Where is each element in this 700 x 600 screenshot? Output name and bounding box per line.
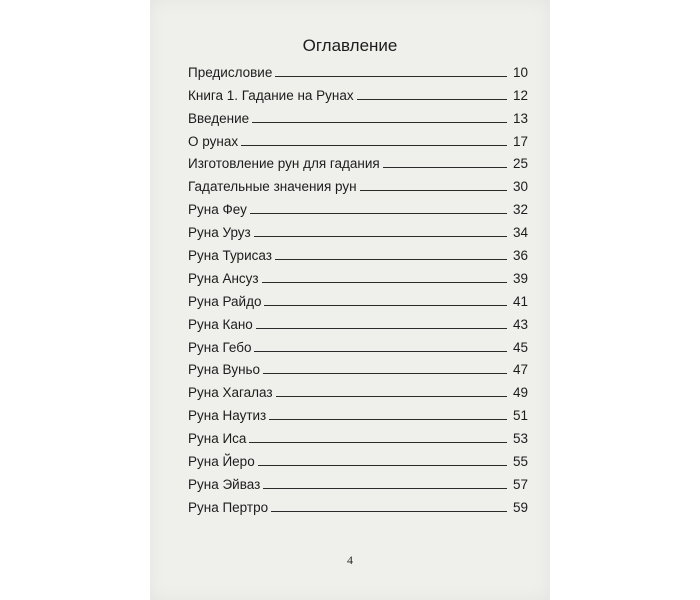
toc-leader-line <box>263 488 507 489</box>
toc-leader-line <box>263 373 507 374</box>
toc-entry-label: Руна Ансуз <box>188 270 259 286</box>
toc-entry-page: 36 <box>512 248 528 264</box>
toc-leader-line <box>269 419 507 420</box>
toc-entry-label: Введение <box>188 110 250 126</box>
toc-leader-line <box>252 122 507 123</box>
toc-leader-line <box>249 442 507 443</box>
toc-entry-page: 12 <box>512 87 528 103</box>
toc-entry-label: Руна Вуньо <box>188 362 261 378</box>
toc-entry-label: Руна Турисаз <box>188 248 272 264</box>
toc-entry-0[interactable] <box>188 57 528 80</box>
toc-leader-line <box>262 282 507 283</box>
toc-entry-label: Книга 1. Гадание на Рунах <box>188 87 354 103</box>
toc-entry-page: 43 <box>512 316 528 332</box>
toc-entry-label: Предисловие <box>188 64 273 80</box>
toc-entry-label: Изготовление рун для гадания <box>188 156 380 172</box>
toc-entry-page: 55 <box>512 454 528 470</box>
toc-entry-3[interactable] <box>188 126 528 149</box>
toc-entry-label: О рунах <box>188 133 239 149</box>
toc-entry-page: 45 <box>512 339 528 355</box>
toc-entry-10[interactable] <box>188 286 528 309</box>
toc-leader-line <box>254 351 507 352</box>
toc-entry-label: Руна Уруз <box>188 225 251 241</box>
toc-entry-page: 32 <box>512 202 528 218</box>
toc-entry-18[interactable] <box>188 469 528 492</box>
toc-leader-line <box>276 396 507 397</box>
toc-entry-4[interactable] <box>188 149 528 172</box>
toc-leader-line <box>241 145 507 146</box>
toc-leader-line <box>264 305 507 306</box>
toc-entry-2[interactable] <box>188 103 528 126</box>
toc-entry-label: Руна Иса <box>188 431 247 447</box>
toc-entry-11[interactable] <box>188 309 528 332</box>
toc-entry-page: 41 <box>512 293 528 309</box>
toc-entry-8[interactable] <box>188 240 528 263</box>
toc-entry-13[interactable] <box>188 355 528 378</box>
toc-leader-line <box>250 213 507 214</box>
toc-entry-page: 17 <box>512 133 528 149</box>
toc-entry-label: Руна Наутиз <box>188 408 267 424</box>
toc-title: Оглавление <box>302 36 398 55</box>
toc-leader-line <box>383 167 507 168</box>
toc-entry-7[interactable] <box>188 217 528 240</box>
toc-list <box>188 57 528 515</box>
toc-entry-page: 34 <box>512 225 528 241</box>
page-number: 4 <box>347 553 353 567</box>
toc-leader-line <box>360 190 507 191</box>
toc-entry-page: 13 <box>512 110 528 126</box>
toc-entry-label: Руна Эйваз <box>188 476 261 492</box>
toc-entry-label: Руна Гебо <box>188 339 252 355</box>
toc-entry-17[interactable] <box>188 446 528 469</box>
toc-entry-16[interactable] <box>188 423 528 446</box>
toc-entry-label: Руна Райдо <box>188 293 262 309</box>
toc-entry-page: 51 <box>512 408 528 424</box>
toc-entry-page: 49 <box>512 385 528 401</box>
toc-entry-page: 25 <box>512 156 528 172</box>
toc-entry-page: 39 <box>512 270 528 286</box>
book-page <box>150 0 550 600</box>
toc-entry-5[interactable] <box>188 171 528 194</box>
toc-entry-9[interactable] <box>188 263 528 286</box>
toc-entry-1[interactable] <box>188 80 528 103</box>
toc-entry-page: 10 <box>512 64 528 80</box>
toc-leader-line <box>254 236 507 237</box>
toc-entry-19[interactable] <box>188 492 528 515</box>
toc-entry-page: 59 <box>512 499 528 515</box>
toc-leader-line <box>258 465 507 466</box>
toc-entry-label: Руна Хагалаз <box>188 385 273 401</box>
toc-entry-label: Руна Пертро <box>188 499 269 515</box>
toc-entry-page: 53 <box>512 431 528 447</box>
toc-leader-line <box>357 99 507 100</box>
toc-entry-15[interactable] <box>188 400 528 423</box>
toc-leader-line <box>275 76 507 77</box>
toc-entry-14[interactable] <box>188 377 528 400</box>
toc-entry-label: Руна Кано <box>188 316 253 332</box>
toc-entry-page: 57 <box>512 476 528 492</box>
toc-leader-line <box>275 259 507 260</box>
toc-entry-label: Гадательные значения рун <box>188 179 357 195</box>
toc-entry-label: Руна Йеро <box>188 454 255 470</box>
toc-leader-line <box>271 511 507 512</box>
toc-entry-6[interactable] <box>188 194 528 217</box>
toc-entry-12[interactable] <box>188 332 528 355</box>
toc-entry-page: 47 <box>512 362 528 378</box>
toc-entry-page: 30 <box>512 179 528 195</box>
toc-entry-label: Руна Феу <box>188 202 247 218</box>
toc-leader-line <box>256 328 507 329</box>
